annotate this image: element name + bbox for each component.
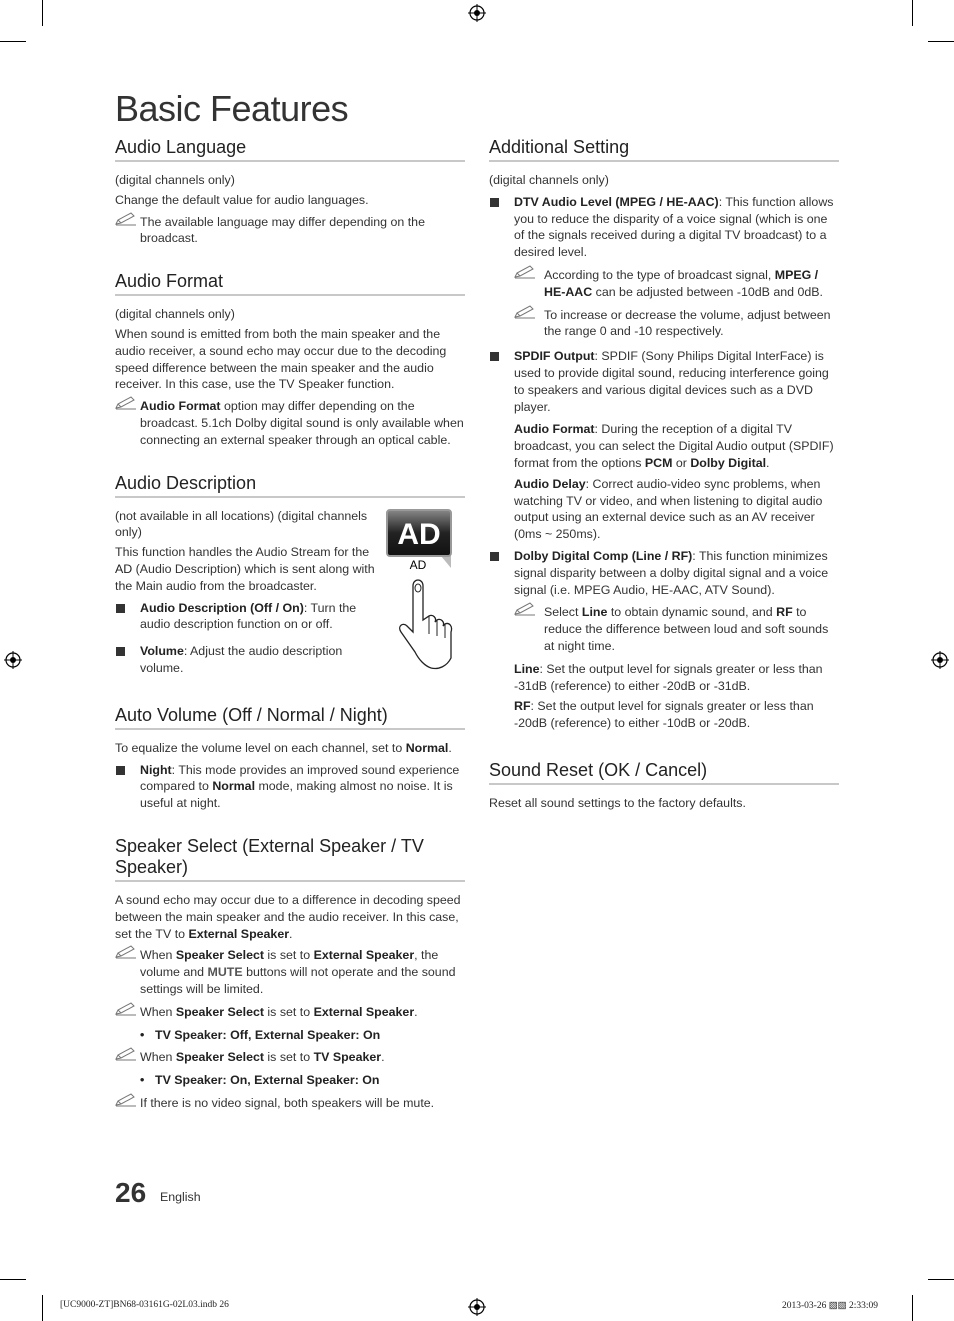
section-heading: Audio Description (115, 473, 465, 498)
registration-mark-icon (931, 651, 949, 669)
bullet-item: • TV Speaker: On, External Speaker: On (115, 1072, 465, 1089)
item-term: Audio Format (514, 422, 595, 437)
scope-text: (not available in all locations) (digital channels only) (115, 508, 368, 540)
note-text: When (140, 1004, 176, 1019)
note-pencil-icon (115, 945, 137, 959)
description-term: Normal (405, 740, 449, 755)
note-text: to obtain dynamic sound, and (607, 605, 777, 620)
note-text: If there is no video signal, both speakers will be mute. (140, 1095, 435, 1110)
item-term: SPDIF Output (514, 349, 595, 364)
note-text: option may differ depending on the broadcast. 5.1ch Dolby digital sound is only available when connecting an external speaker through an optical cable. (140, 399, 464, 447)
note-pencil-icon (514, 602, 536, 616)
list-item (115, 600, 465, 634)
crop-mark (42, 0, 43, 26)
description-text: To equalize the volume level on each channel, set to (115, 740, 406, 755)
note-term: External Speaker (313, 1004, 415, 1019)
section-auto-volume (115, 705, 465, 812)
note-text: When (140, 1050, 176, 1065)
note-pencil-icon (115, 396, 137, 410)
item-text: : This mode provides an improved sound experience compared to (140, 762, 460, 794)
section-audio-description (115, 473, 465, 683)
list-item (489, 548, 839, 598)
note-term: Speaker Select (175, 1004, 264, 1019)
note-pencil-icon (514, 265, 536, 279)
sub-item (489, 698, 839, 732)
crop-mark (912, 1295, 913, 1321)
description-text: . (289, 926, 293, 941)
note (115, 214, 465, 248)
print-date-info: 2013-03-26 ▧▧ 2:33:09 (782, 1301, 879, 1311)
crop-mark (0, 41, 26, 42)
description: Change the default value for audio languages. (115, 192, 369, 207)
note-text: buttons will not operate and the sound settings will be limited. (140, 965, 456, 996)
description-term: AD (115, 561, 133, 576)
note-pencil-icon (115, 1093, 137, 1107)
section-audio-language (115, 137, 465, 247)
note-text: , the volume and (140, 948, 439, 980)
note-term: Audio Format (140, 399, 221, 414)
item-term: Audio Delay (514, 476, 586, 491)
note-pencil-icon (514, 305, 536, 319)
note-text: is set to (263, 1004, 314, 1019)
item-term: Normal (212, 779, 256, 794)
note-term: External Speaker (313, 948, 415, 963)
description: Reset all sound settings to the factory defaults. (489, 795, 746, 810)
note (514, 267, 839, 301)
scope-text: (digital channels only) (115, 173, 235, 187)
item-term: Line (514, 661, 540, 676)
note-pencil-icon (115, 1047, 137, 1061)
note-text: The available language may differ depending on the broadcast. (140, 214, 425, 246)
description: When sound is emitted from both the main speaker and the audio receiver, a sound echo may occur due to the decoding speed difference between the main speaker and the audio receiver. In this case, use the TV Speaker function. (115, 326, 447, 392)
crop-mark (928, 41, 954, 42)
section-heading: Auto Volume (Off / Normal / Night) (115, 705, 465, 730)
list-item (115, 643, 465, 677)
section-heading: Speaker Select (External Speaker / TV Speaker) (115, 836, 465, 882)
registration-mark-icon (468, 1298, 486, 1316)
page-title: Basic Features (115, 88, 349, 129)
section-heading: Audio Language (115, 137, 465, 162)
item-term: RF (514, 699, 531, 714)
sub-item (489, 476, 839, 543)
registration-mark-icon (468, 4, 486, 22)
item-text: : Set the output level for signals greater or less than -31dB (reference) to either -20dB or -31dB. (514, 661, 823, 693)
item-text: : During the reception of a digital TV broadcast, you can select the Digital Audio output (SPDIF) format from the options (514, 422, 834, 470)
item-term: Volume (140, 644, 184, 659)
language-label: English (160, 1190, 201, 1204)
item-text: or (672, 455, 691, 470)
section-additional-setting (489, 137, 839, 732)
note-text: . (414, 1004, 418, 1019)
item-text: : Adjust the audio description volume. (140, 644, 343, 675)
ad-caption: AD (409, 557, 427, 572)
note-text: Select (544, 605, 582, 620)
item-text: mode, making almost no noise. It is useful at night. (140, 779, 453, 811)
right-column (489, 137, 839, 836)
note-text: can be adjusted between -10dB and 0dB. (592, 284, 823, 299)
note-term: RF (776, 605, 793, 620)
note-text: To increase or decrease the volume, adjust between the range 0 and -10 respectively. (544, 307, 831, 339)
description-text: (Audio Description) which is sent along with the Main audio from the broadcaster. (115, 561, 375, 593)
sub-item (489, 661, 839, 695)
crop-mark (0, 1279, 26, 1280)
scope-text: (digital channels only) (115, 307, 235, 322)
page-number: 26 (115, 1177, 147, 1208)
sub-notes (489, 267, 839, 340)
scope-text: (digital channels only) (489, 173, 609, 187)
description-text: A sound echo may occur due to a difference in decoding speed between the main speaker and the audio receiver. In this case, set the TV to (115, 892, 461, 941)
note-term: TV Speaker (313, 1050, 382, 1065)
note-term: MPEG / HE-AAC (544, 267, 819, 299)
note-term: Speaker Select (175, 1050, 264, 1065)
item-term: DTV Audio Level (MPEG / HE-AAC) (514, 194, 719, 209)
item-term: Dolby Digital (690, 455, 767, 470)
section-audio-format (115, 271, 465, 448)
note (514, 604, 839, 654)
section-sound-reset (489, 760, 839, 812)
crop-mark (912, 0, 913, 26)
list-item (489, 348, 839, 415)
note-text: is set to (263, 948, 314, 963)
section-heading: Additional Setting (489, 137, 839, 162)
crop-mark (42, 1295, 43, 1321)
crop-mark (928, 1279, 954, 1280)
bullet-item: • TV Speaker: Off, External Speaker: On (115, 1027, 465, 1044)
note-pencil-icon (115, 212, 137, 226)
section-speaker-select (115, 836, 465, 1112)
registration-mark-icon (4, 651, 22, 669)
item-text: : This function minimizes signal disparity between a dolby digital signal and a voice signal (i.e. MPEG Audio, HE-AAC, ATV Sound). (514, 548, 829, 597)
description (115, 740, 465, 757)
sub-item (489, 421, 839, 471)
description-text: This function handles the Audio Stream for the (115, 545, 370, 560)
note-term: Line (581, 605, 608, 620)
item-text: . (766, 455, 770, 470)
print-file-info: [UC9000-ZT]BN68-03161G-02L03.indb 26 (60, 1300, 229, 1310)
list-item (489, 194, 839, 261)
note (514, 307, 839, 341)
left-column (115, 137, 465, 1136)
item-text: : Set the output level for signals greater or less than -20dB (reference) to either -10dB or -20dB. (514, 699, 814, 731)
description-term: External Speaker (188, 926, 290, 941)
note (115, 1095, 465, 1112)
list-item (115, 762, 465, 812)
item-text: : Correct audio-video sync problems, when watching TV or video, and when listening to digital audio output using an external device such as an AV receiver (0ms ~ 250ms). (514, 476, 823, 542)
note-text: is set to (263, 1050, 314, 1065)
note-text: . (381, 1050, 385, 1065)
item-text: : SPDIF (Sony Philips Digital InterFace) is used to provide digital sound, reducing interference going to speakers and various digital devices such as a DVD player. (514, 349, 829, 414)
note-term: MUTE (207, 965, 243, 980)
note-pencil-icon (115, 1002, 137, 1016)
note-text: to reduce the difference between loud and soft sounds at night time. (544, 605, 829, 653)
section-heading: Sound Reset (OK / Cancel) (489, 760, 839, 785)
item-text: : This function allows you to reduce the disparity of a voice signal (which is one of the signals received during a digital TV broadcast) to a desired level. (514, 194, 834, 260)
note-text: According to the type of broadcast signal, (544, 267, 775, 282)
note-text: When (140, 948, 176, 963)
item-term: PCM (644, 455, 673, 470)
note-term: Speaker Select (175, 948, 264, 963)
item-term: Audio Description (Off / On) (140, 600, 304, 615)
note (115, 1004, 465, 1021)
description (115, 892, 465, 942)
item-term: Night (140, 762, 172, 777)
item-text: : Turn the audio description function on or off. (140, 600, 357, 632)
ad-button-label: AD (397, 517, 441, 551)
note (115, 947, 465, 997)
note (115, 1049, 465, 1066)
item-term: Dolby Digital Comp (Line / RF) (514, 548, 693, 563)
description-text: . (448, 740, 452, 755)
sub-notes (489, 604, 839, 654)
note (115, 398, 465, 448)
section-heading: Audio Format (115, 271, 465, 296)
